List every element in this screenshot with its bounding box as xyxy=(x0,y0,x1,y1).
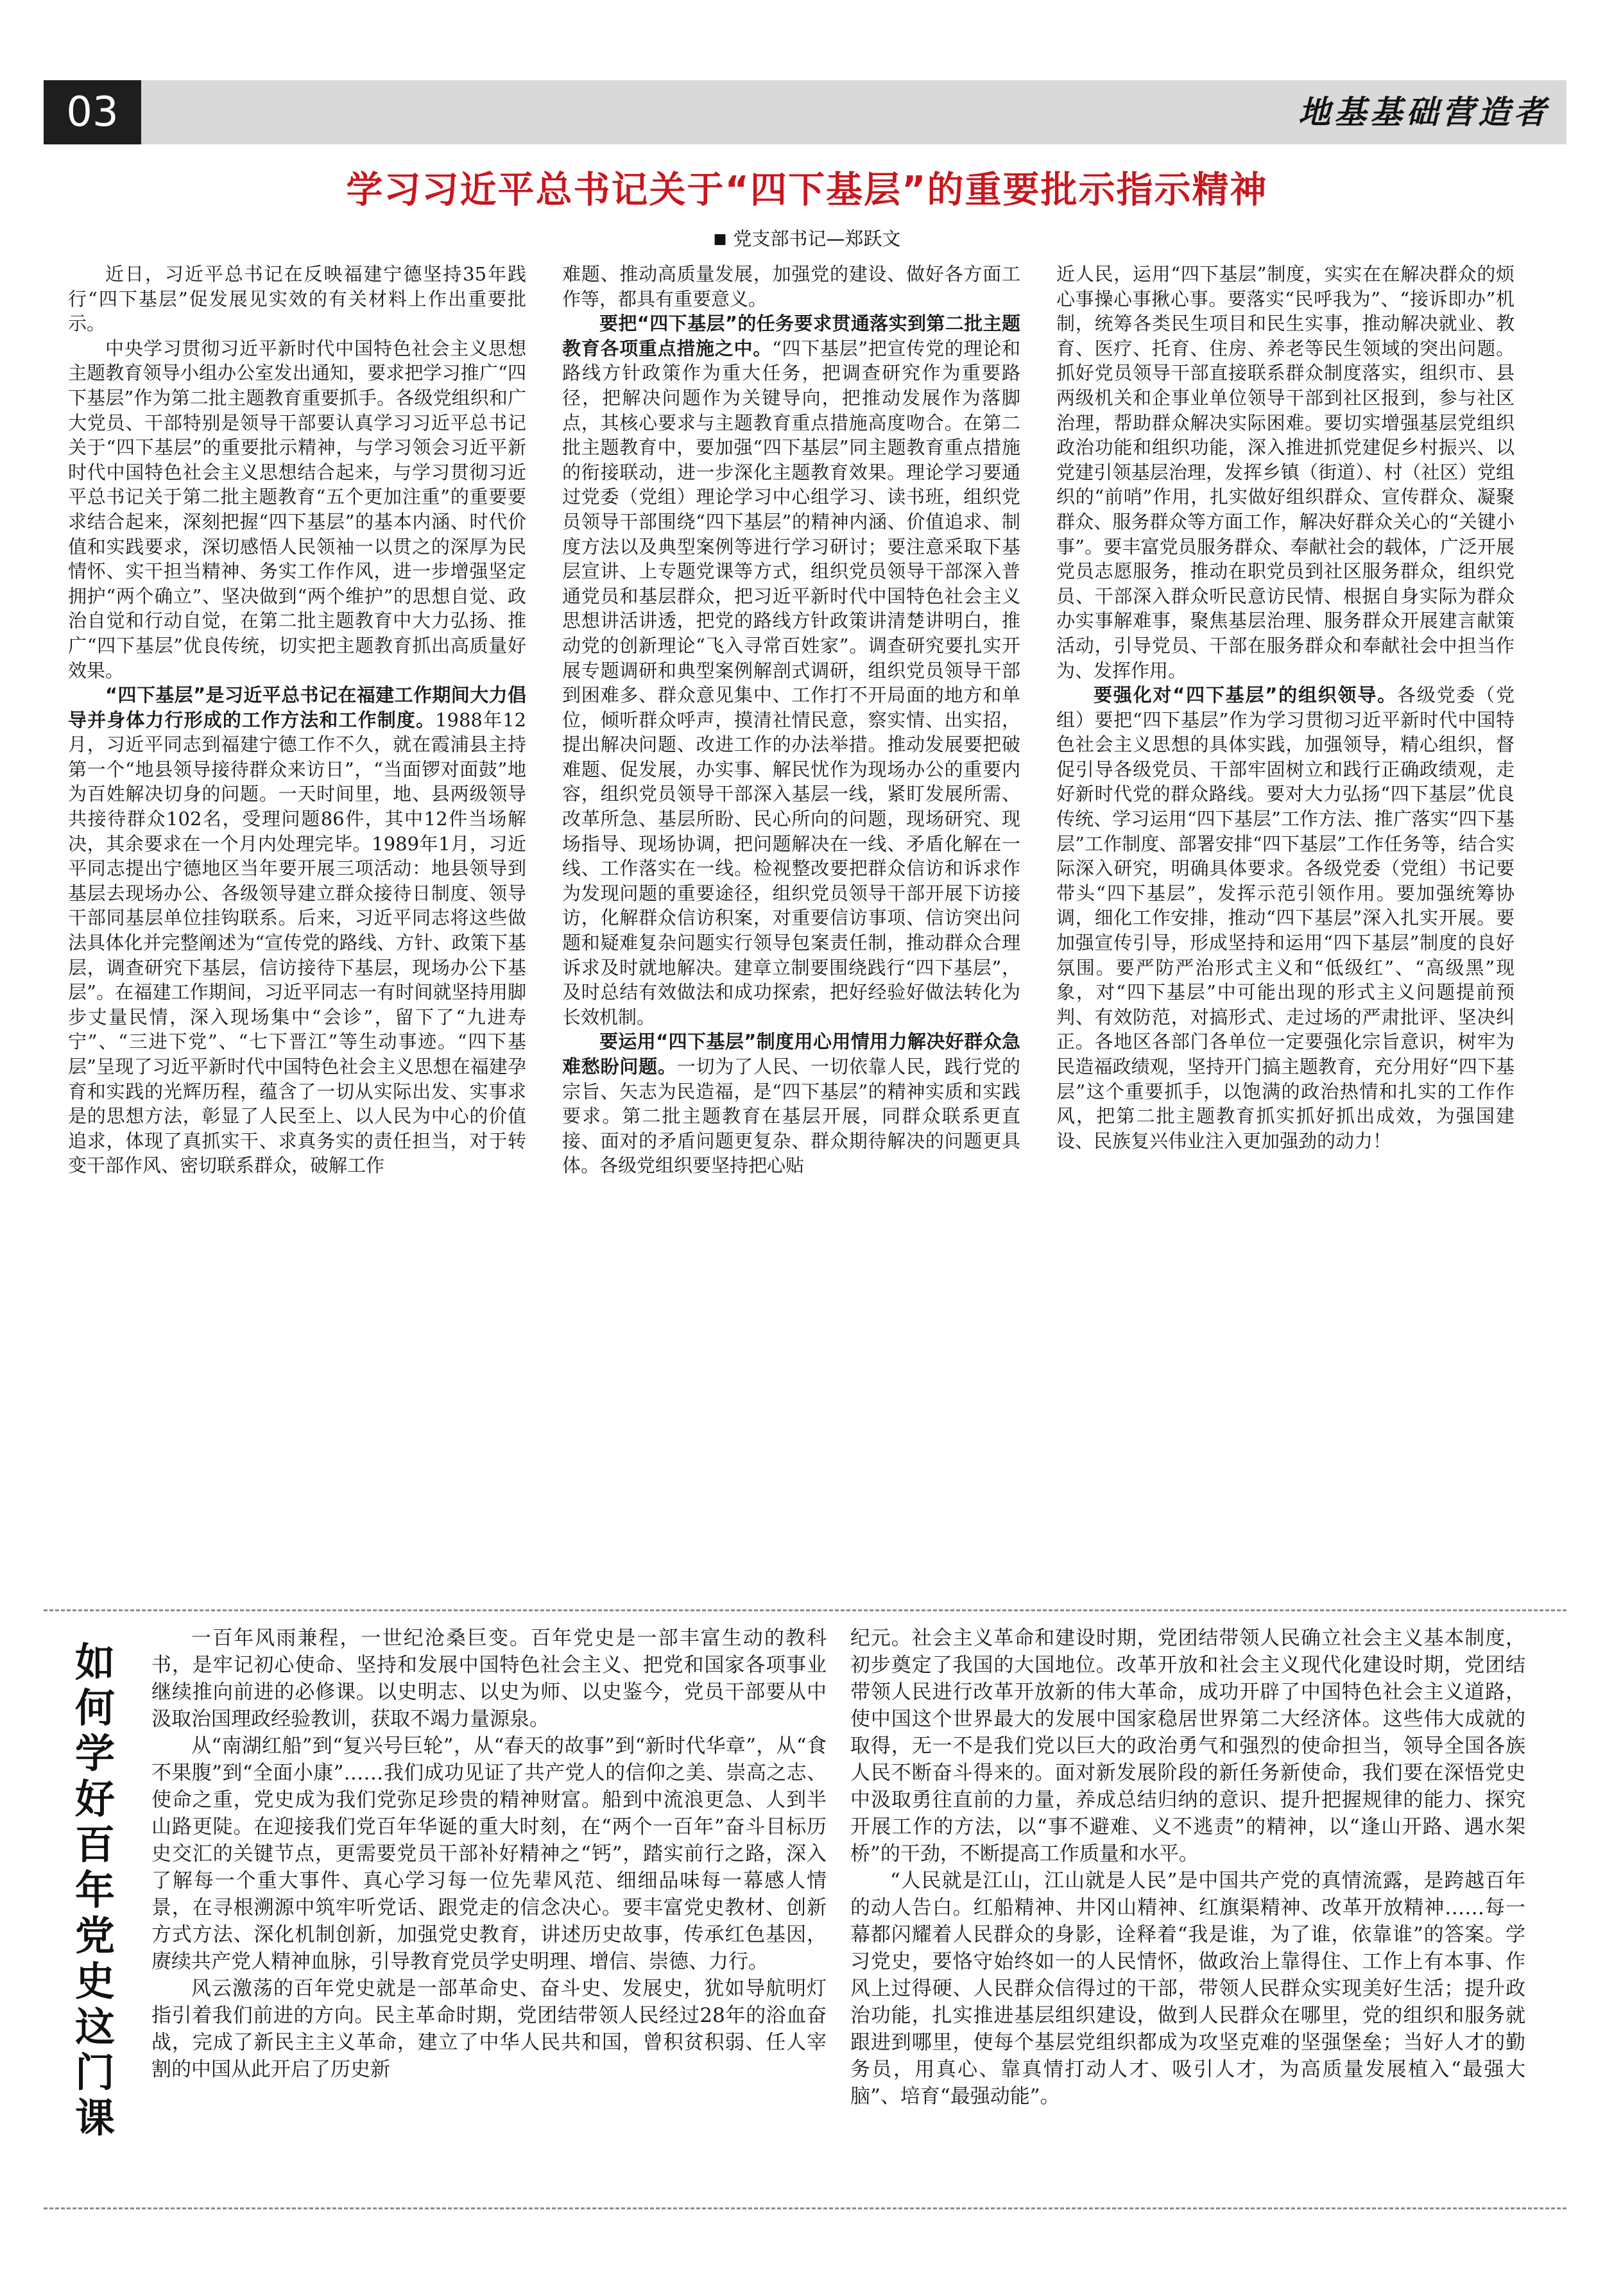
paragraph xyxy=(562,311,1020,1029)
page-number: 03 xyxy=(44,80,141,144)
divider-bottom xyxy=(44,2207,1567,2209)
paragraph: 近人民，运用“四下基层”制度，实实在在解决群众的烦心事操心事揪心事。要落实“民呼我为”、“接诉即办”机制，统筹各类民生项目和民生实事，推动解决就业、教育、医疗、托育、住房、养老等民生领域的突出问题。抓好党员领导干部直接联系群众制度落实，组织市、县两级机关和企事业单位领导干部到社区报到，参与社区治理，帮助群众解决实际困难。要切实增强基层党组织政治功能和组织功能，深入推进抓党建促乡村振兴、以党建引领基层治理，发挥乡镇（街道）、村（社区）党组织的“前哨”作用，扎实做好组织群众、宣传群众、凝聚群众、服务群众等方面工作，解决好群众关心的“关键小事”。要丰富党员服务群众、奉献社会的载体，广泛开展党员志愿服务，推动在职党员到社区服务群众，组织党员、干部深入群众听民意访民情、根据自身实际为群众办实事解难事，聚焦基层治理、服务群众开展建言献策活动，引导党员、干部在服务群众和奉献社会中担当作为、发挥作用。 xyxy=(1056,263,1515,681)
paragraph: 从“南湖红船”到“复兴号巨轮”，从“春天的故事”到“新时代华章”，从“食不果腹”到“全面小康”……我们成功见证了共产党人的信仰之美、崇高之志、使命之重，党史成为我们党弥足珍贵的精神财富。船到中流浪更急、人到半山路更陡。在迎接我们党百年华诞的重大时刻，在“两个一百年”奋斗目标历史交汇的关键节点，更需要党员干部补好精神之“钙”，踏实前行之路，深入了解每一个重大事件、真心学习每一位先辈风范、细细品味每一幕感人情景，在寻根溯源中筑牢听党话、跟党走的信念决心。要丰富党史教材、创新方式方法、深化机制创新，加强党史教育，讲述历史故事，传承红色基因，赓续共产党人精神血脉，引导教育党员学史明理、增信、崇德、力行。 xyxy=(151,1735,827,1973)
article-column-2 xyxy=(562,262,1020,1603)
paragraph: 一百年风雨兼程，一世纪沧桑巨变。百年党史是一部丰富生动的教科书，是牢记初心使命、坚持和发展中国特色社会主义、把党和国家各项事业继续推向前进的必修课。以史明志、以史为师、以史鉴今，党员干部要从中汲取治国理政经验教训，获取不竭力量源泉。 xyxy=(151,1627,827,1731)
paragraph-lead: 要把“四下基层”的任务要求贯通落实到第二批主题教育各项重点措施之中。 xyxy=(562,313,1020,359)
sidebar-column-1 xyxy=(151,1625,827,2189)
paragraph xyxy=(1056,683,1515,1153)
paragraph: 风云激荡的百年党史就是一部革命史、奋斗史、发展史，犹如导航明灯指引着我们前进的方向。民主革命时期，党团结带领人民经过28年的浴血奋战，完成了新民主主义革命，建立了中华人民共和国，曾积贫积弱、任人宰割的中国从此开启了历史新 xyxy=(151,1977,827,2081)
sidebar-title: 如何学好百年党史这门课 xyxy=(74,1639,115,2141)
paragraph-text: 各级党委（党组）要把“四下基层”作为学习贯彻习近平新时代中国特色社会主义思想的具体实践，加强领导，精心组织，督促引导各级党员、干部牢固树立和践行正确政绩观，走好新时代党的群众路线。要对大力弘扬“四下基层”优良传统、学习运用“四下基层”工作方法、推广落实“四下基层”工作制度、部署安排“四下基层”工作任务等，结合实际深入研究，明确具体要求。各级党委（党组）书记要带头“四下基层”，发挥示范引领作用。要加强统筹协调，细化工作安排，推动“四下基层”深入扎实开展。要加强宣传引导，形成坚持和运用“四下基层”制度的良好氛围。要严防严治形式主义和“低级红”、“高级黑”现象，对“四下基层”中可能出现的形式主义问题提前预判、有效防范，对搞形式、走过场的严肃批评、坚决纠正。各地区各部门各单位一定要强化宗旨意识，树牢为民造福政绩观，坚持开门搞主题教育，充分用好“四下基层”这个重要抓手，以饱满的政治热情和扎实的工作作风，把第二批主题教育抓实抓好抓出成效，为强国建设、民族复兴伟业注入更加强劲的动力！ xyxy=(1056,684,1515,1152)
paragraph: 纪元。社会主义革命和建设时期，党团结带领人民确立社会主义基本制度，初步奠定了我国的大国地位。改革开放和社会主义现代化建设时期，党团结带领人民进行改革开放新的伟大革命，成功开辟了中国特色社会主义道路，使中国这个世界最大的发展中国家稳居世界第二大经济体。这些伟大成就的取得，无一不是我们党以巨大的政治勇气和强烈的使命担当，领导全国各族人民不断奋斗得来的。面对新发展阶段的新任务新使命，我们要在深悟党史中汲取勇往直前的力量，养成总结归纳的意识、提升把握规律的能力、探究开展工作的方法，以“事不避难、义不逃责”的精神，以“逢山开路、遇水架桥”的干劲，不断提高工作质量和水平。 xyxy=(850,1627,1525,1865)
divider-top xyxy=(44,1609,1567,1611)
paragraph: 近日，习近平总书记在反映福建宁德坚持35年践行“四下基层”促发展见实效的有关材料上作出重要批示。 xyxy=(68,263,526,335)
paragraph: “人民就是江山，江山就是人民”是中国共产党的真情流露，是跨越百年的动人告白。红船精神、井冈山精神、红旗渠精神、改革开放精神……每一幕都闪耀着人民群众的身影，诠释着“我是谁，为了谁，依靠谁”的答案。学习党史，要恪守始终如一的人民情怀，做政治上靠得住、工作上有本事、作风上过得硬、人民群众信得过的干部，带领人民群众实现美好生活；提升政治功能，扎实推进基层组织建设，做到人民群众在哪里，党的组织和服务就跟进到哪里，使每个基层党组织都成为攻坚克难的坚强堡垒；当好人才的勤务员，用真心、靠真情打动人才、吸引人才，为高质量发展植入“最强大脑”、培育“最强动能”。 xyxy=(850,1869,1525,2108)
paragraph-lead: “四下基层”是习近平总书记在福建工作期间大力倡导并身体力行形成的工作方法和工作制度。 xyxy=(68,684,526,731)
byline-text: 党支部书记—郑跃文 xyxy=(733,228,901,250)
article-column-1 xyxy=(68,262,526,1603)
paragraph xyxy=(68,683,526,1178)
paragraph-text: “四下基层”把宣传党的理论和路线方针政策作为重大任务，把调查研究作为重要路径，把解决问题作为关键导向，把推动发展作为落脚点，其核心要求与主题教育重点措施高度吻合。在第二批主题教育中，要加强“四下基层”同主题教育重点措施的衔接联动，进一步深化主题教育效果。理论学习要通过党委（党组）理论学习中心组学习、读书班，组织党员领导干部围绕“四下基层”的精神内涵、价值追求、制度方法以及典型案例等进行学习研讨；要注意采取下基层宣讲、上专题党课等方式，组织党员领导干部深入普通党员和基层群众，把习近平新时代中国特色社会主义思想讲活讲透，把党的路线方针政策讲清楚讲明白，推动党的创新理论“飞入寻常百姓家”。调查研究要扎实开展专题调研和典型案例解剖式调研，组织党员领导干部到困难多、群众意见集中、工作打不开局面的地方和单位，倾听群众呼声，摸清社情民意，察实情、出实招，提出解决问题、改进工作的办法举措。推动发展要把破难题、促发展，办实事、解民忧作为现场办公的重要内容，组织党员领导干部深入基层一线，紧盯发展所需、改革所急、基层所盼、民心所向的问题，现场研究、现场指导、现场协调，把问题解决在一线、矛盾化解在一线、工作落实在一线。检视整改要把群众信访和诉求作为发现问题的重要途径，组织党员领导干部开展下访接访，化解群众信访积案，对重要信访事项、信访突出问题和疑难复杂问题实行领导包案责任制，推动群众合理诉求及时就地解决。建章立制要围绕践行“四下基层”，及时总结有效做法和成功探索，把好经验好做法转化为长效机制。 xyxy=(562,337,1020,1028)
paragraph: 中央学习贯彻习近平新时代中国特色社会主义思想主题教育领导小组办公室发出通知，要求把学习推广“四下基层”作为第二批主题教育重要抓手。各级党组织和广大党员、干部特别是领导干部要认真学习习近平总书记关于“四下基层”的重要批示精神，与学习领会习近平新时代中国特色社会主义思想结合起来，与学习贯彻习近平总书记关于第二批主题教育“五个更加注重”的重要要求结合起来，深刻把握“四下基层”的基本内涵、时代价值和实践要求，深切感悟人民领袖一以贯之的深厚为民情怀、实干担当精神、务实工作作风，进一步增强坚定拥护“两个确立”、坚决做到“两个维护”的思想自觉、政治自觉和行动自觉，在第二批主题教育中大力弘扬、推广“四下基层”优良传统，切实把主题教育抓出高质量好效果。 xyxy=(68,337,526,681)
square-bullet-icon: ■ xyxy=(713,231,727,247)
paragraph: 难题、推动高质量发展，加强党的建设、做好各方面工作等，都具有重要意义。 xyxy=(562,263,1020,310)
sidebar-column-2 xyxy=(850,1625,1525,2189)
section-name: 地基基础营造者 xyxy=(1298,94,1550,131)
article-byline xyxy=(0,225,1614,251)
paragraph-text: 一切为了人民、一切依靠人民，践行党的宗旨、矢志为民造福，是“四下基层”的精神实质和实践要求。第二批主题教育在基层开展，同群众联系更直接、面对的矛盾问题更复杂、群众期待解决的问题更具体。各级党组织要坚持把心贴 xyxy=(562,1056,1020,1177)
article-title: 学习习近平总书记关于“四下基层”的重要批示指示精神 xyxy=(346,169,1268,211)
paragraph xyxy=(562,1029,1020,1178)
article-column-3 xyxy=(1056,262,1515,1603)
paragraph-text: 1988年12月，习近平同志到福建宁德工作不久，就在霞浦县主持第一个“地县领导接待群众来访日”，“当面锣对面鼓”地为百姓解决切身的问题。一天时间里，地、县两级领导共接待群众102名，受理问题86件，其中12件当场解决，其余要求在一个月内处理完毕。1989年1月，习近平同志提出宁德地区当年要开展三项活动：地县领导到基层去现场办公、各级领导建立群众接待日制度、领导干部同基层单位挂钩联系。后来，习近平同志将这些做法具体化并完整阐述为“宣传党的路线、方针、政策下基层，调查研究下基层，信访接待下基层，现场办公下基层”。在福建工作期间，习近平同志一有时间就坚持用脚步丈量民情，深入现场集中“会诊”，留下了“九进寿宁”、“三进下党”、“七下晋江”等生动事迹。“四下基层”呈现了习近平新时代中国特色社会主义思想在福建孕育和实践的光辉历程，蕴含了一切从实际出发、实事求是的思想方法，彰显了人民至上、以人民为中心的价值追求，体现了真抓实干、求真务实的责任担当，对于转变干部作风、密切联系群众，破解工作 xyxy=(68,708,526,1177)
paragraph-lead: 要强化对“四下基层”的组织领导。 xyxy=(1094,684,1397,707)
paragraph-lead: 要运用“四下基层”制度用心用情用力解决好群众急难愁盼问题。 xyxy=(562,1031,1020,1077)
